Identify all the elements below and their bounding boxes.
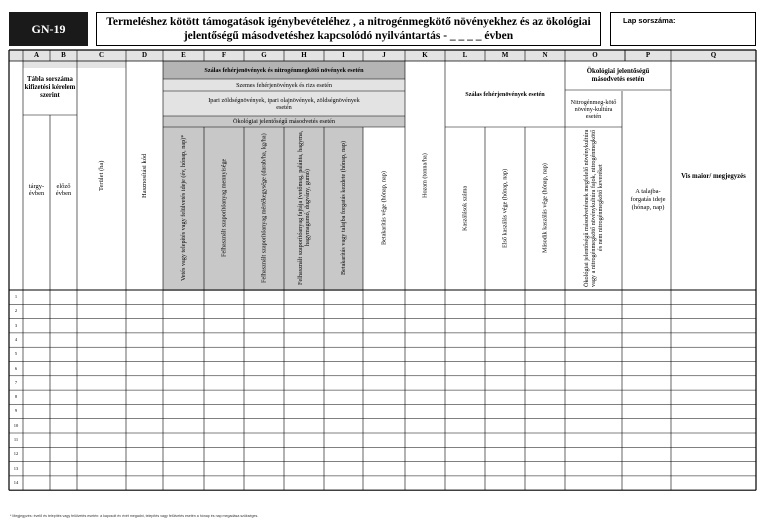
header-elozo: előző évben — [55, 183, 72, 197]
row-number: 4 — [14, 336, 18, 342]
header-q: Vis maior/ megjegyzés — [681, 172, 746, 180]
header-h: Felhasznált szaporítóanyag fajtája (vetőmag, palánta, hagyma, hagymagumó, dugvány, gumó) — [297, 130, 311, 286]
column-letter-b: B — [61, 51, 66, 59]
header-okologiai-op: Ökológiai jelentőségű másodvetés esetén — [586, 68, 650, 83]
header-g: Felhasznált szaporítóanyag mértékegysége (darab/ha, kg/ha) — [260, 133, 268, 283]
header-szemes: Szemes fehérjenövények és rizs esetén — [236, 81, 332, 89]
header-szalas-group: Szálas fehérjenövények és nitrogénmegkötő növények esetén — [204, 66, 364, 74]
column-letter-p: P — [645, 51, 651, 59]
page-number-label: Lap sorszáma: — [623, 16, 676, 25]
row-number: 9 — [14, 408, 18, 414]
row-number: 13 — [13, 465, 19, 471]
row-number: 7 — [14, 379, 18, 385]
title-line-1: Termeléshez kötött támogatások igénybevételéhez , a nitrogénmegkötő növényekhez és az ökológiai — [106, 16, 591, 28]
row-number: 10 — [13, 422, 19, 428]
header-targyev: tárgy-évben — [28, 183, 45, 197]
column-letter-e: E — [181, 51, 186, 59]
header-tabla: Tábla sorszáma kifizetési kérelem szerint — [24, 76, 76, 99]
header-ipari: Ipari zöldségnövények, ipari olajnövények, zöldségnövények esetén — [208, 96, 360, 111]
header-f: Felhasznált szaporítóanyag mennyisége — [220, 158, 228, 258]
column-letter-i: I — [342, 51, 345, 59]
title-line-2: jelentőségű másodvetéshez kapcsolódó nyilvántartás - _ _ _ _ évben — [183, 30, 514, 42]
header-terulet: Terület (ha) — [98, 160, 105, 192]
column-letter-j: J — [382, 51, 386, 59]
header-n: Második kaszálás vége (hónap, nap) — [541, 163, 549, 253]
column-letter-q: Q — [710, 51, 717, 59]
row-number: 8 — [14, 394, 18, 400]
row-number: 1 — [14, 294, 18, 299]
row-number: 6 — [14, 365, 18, 371]
row-number: 2 — [14, 308, 18, 314]
column-letter-n: N — [542, 51, 548, 59]
header-m: Első kaszálás vége (hónap, nap) — [501, 168, 509, 248]
column-letter-a: A — [33, 51, 40, 59]
column-letter-o: O — [592, 51, 598, 59]
header-szalas-lmn: Szálas fehérjenövények esetén — [465, 90, 545, 98]
column-letter-g: G — [261, 51, 267, 59]
header-e: Vetés vagy telepítés vagy felülvetés ideje (év, hónap, nap)* — [180, 134, 187, 282]
header-o-top: Nitrogénmeg-kötő növény-kultúra esetén — [570, 98, 617, 120]
column-letter-d: D — [141, 51, 148, 59]
column-letter-c: C — [98, 51, 105, 59]
header-l: Kaszálások száma — [461, 185, 469, 231]
column-letter-h: H — [301, 51, 307, 59]
header-o: Ökológiai jelentőségű másodvetésnek megfelelő növénykultúra vagy a nitrogénmegkötő növénykultúra fajok, nitrogénmegkötő és nem nitrogénmegkötő keveréket — [583, 129, 604, 287]
header-p: A talajba-forgatás ideje (hónap, nap) — [630, 188, 666, 211]
row-number: 3 — [14, 322, 18, 328]
header-k: Hozam (tonna/ha) — [421, 153, 429, 199]
form-code: GN-19 — [9, 12, 88, 46]
header-hasznositasi: Hasznosítási kód — [141, 153, 148, 199]
row-number: 12 — [13, 451, 19, 457]
column-letter-l: L — [462, 51, 468, 59]
column-letter-f: F — [221, 51, 227, 59]
row-number: 5 — [14, 351, 18, 357]
header-j: Betakarítás vége (hónap, nap) — [380, 171, 388, 245]
header-okologiai-mv: Ökológiai jelentőségű másodvetés esetén — [233, 118, 335, 125]
column-letter-k: K — [422, 51, 428, 59]
header-i: Betakarítás vagy talajba forgatás kezdete (hónap, nap) — [340, 140, 347, 276]
row-number: 11 — [13, 437, 19, 442]
footnote: * Megjegyzés: évelő és telepítés vagy felülvetés esetén: a kapcsolt év évét megadni, telepítés vagy felülvetés esetén a hónap és nap megadása szükséges. — [10, 514, 259, 518]
column-letter-m: M — [501, 51, 509, 59]
row-number: 14 — [13, 479, 19, 485]
